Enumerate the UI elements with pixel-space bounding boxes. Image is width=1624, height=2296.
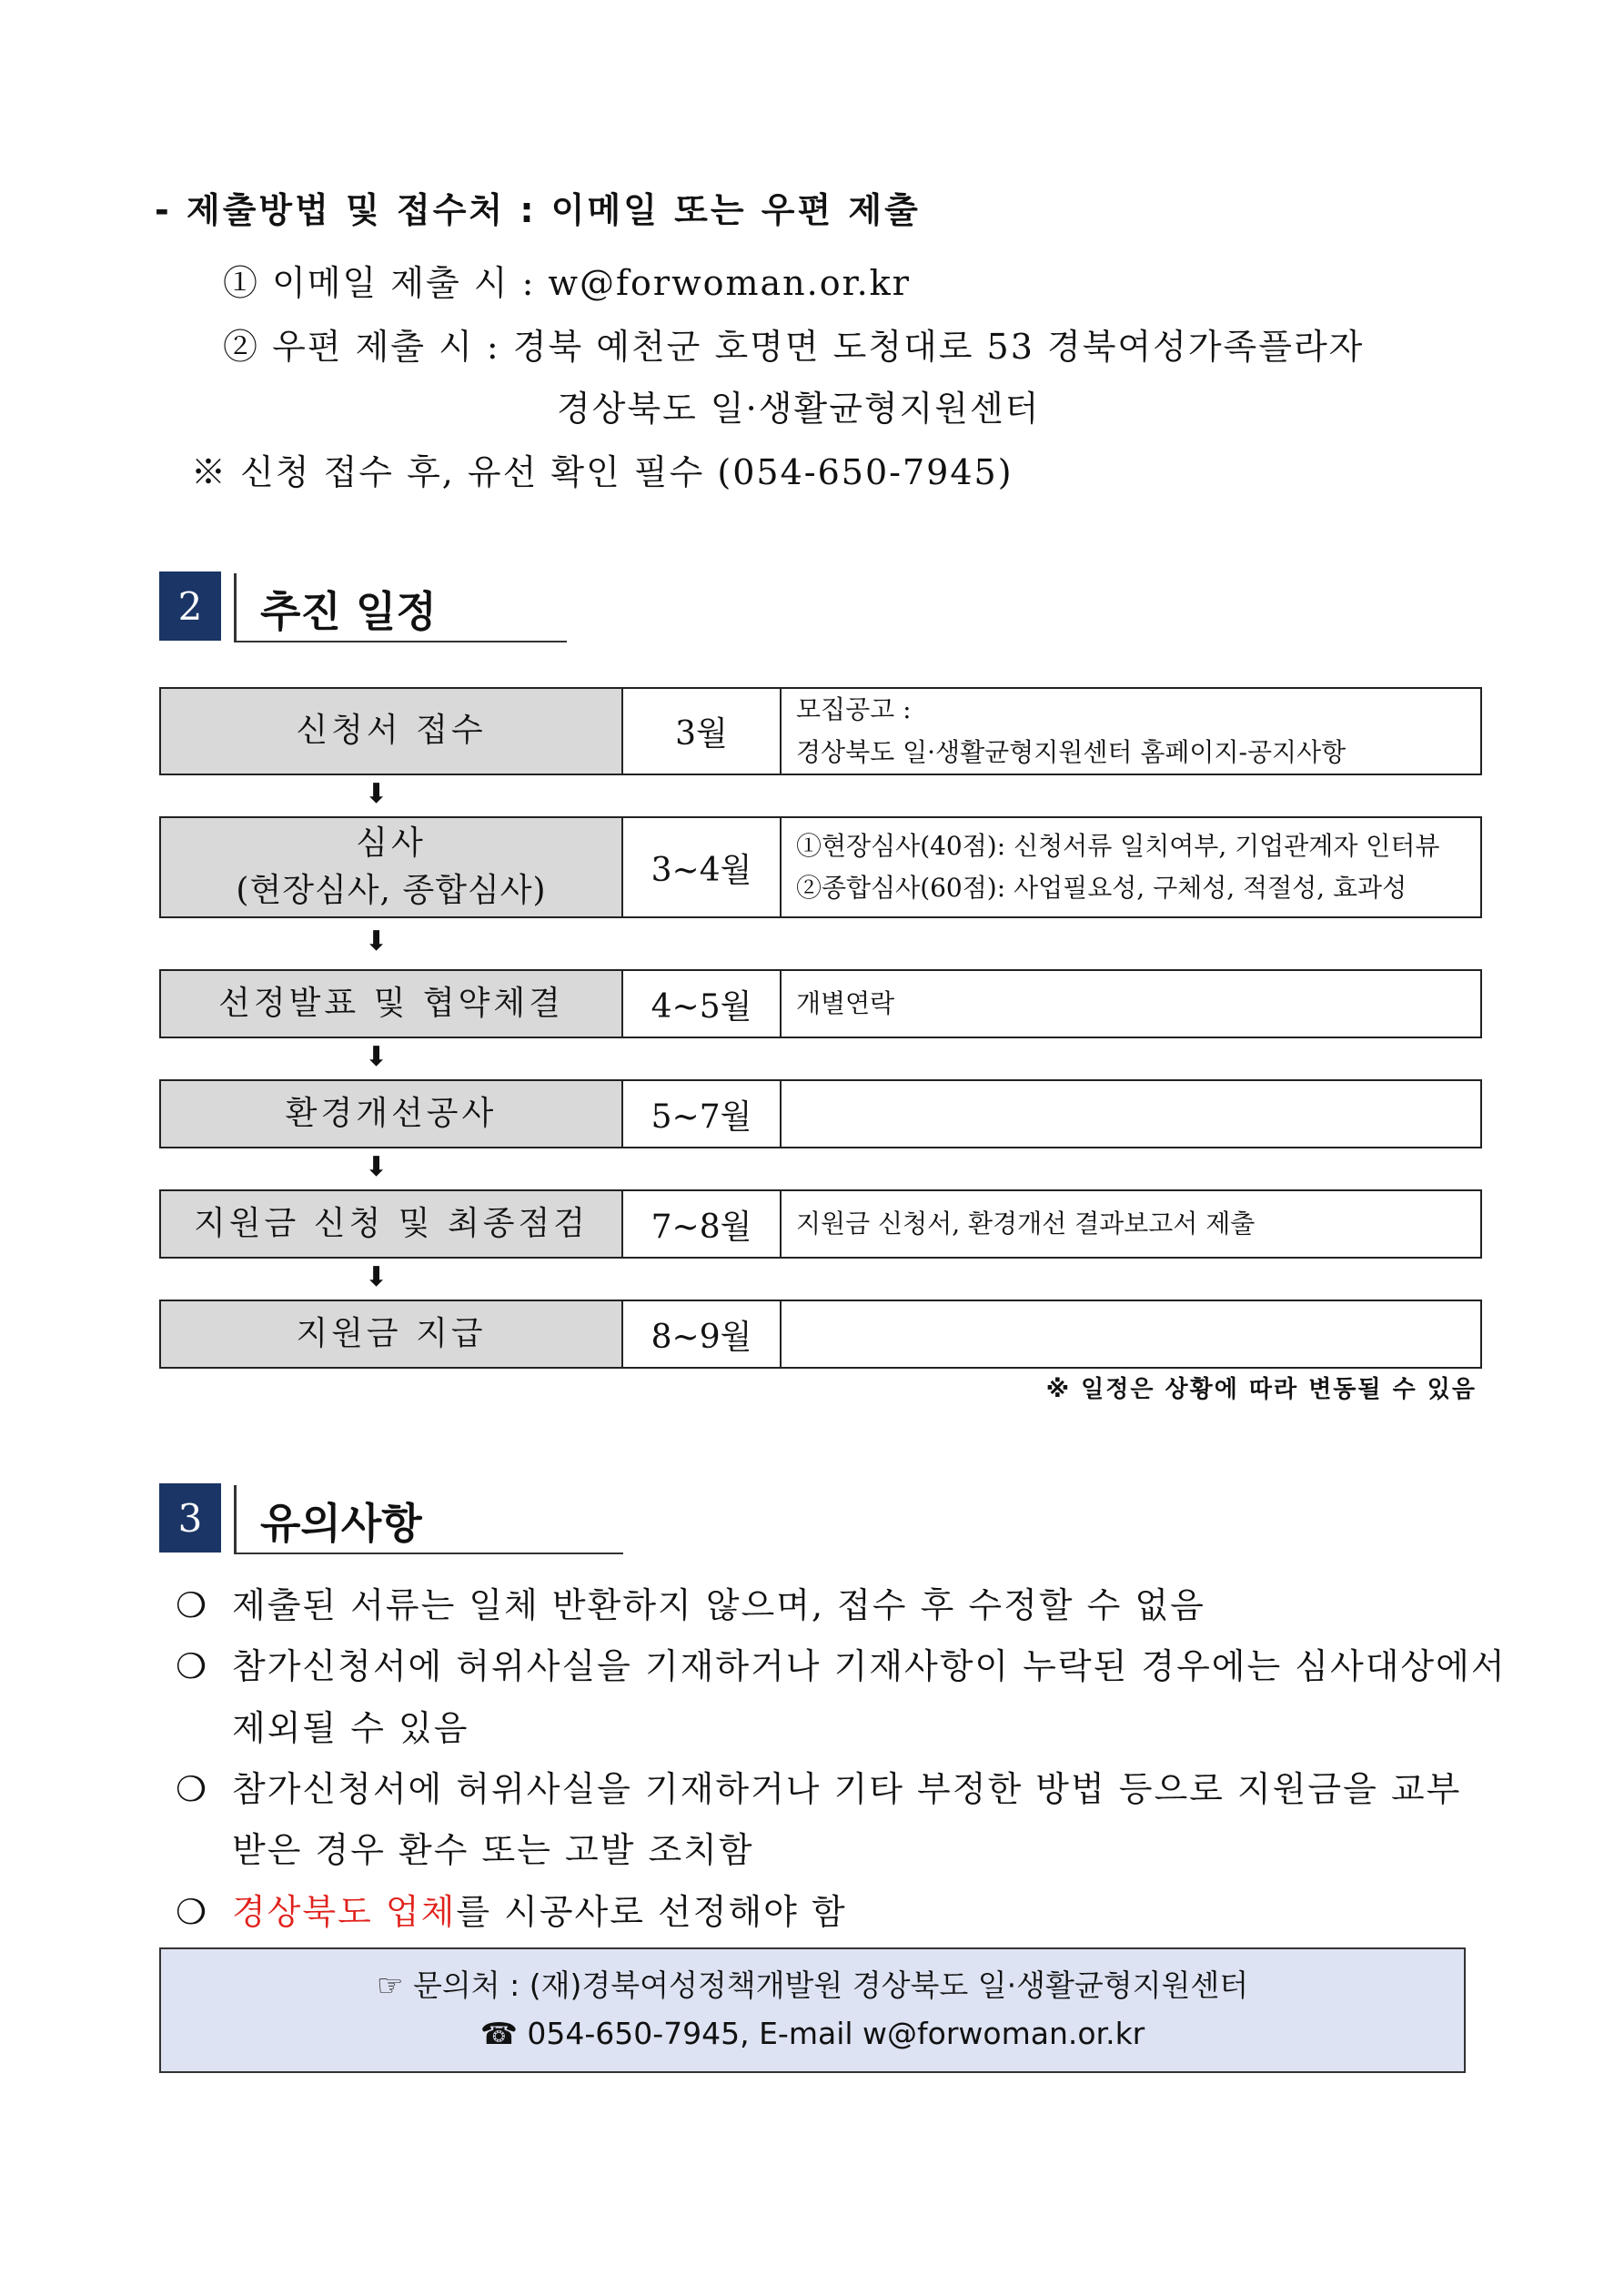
schedule-detail-line: ②종합심사(60점): 사업필요성, 구체성, 적절성, 효과성 [796,873,1407,903]
schedule-detail-line: ①현장심사(40점): 신청서류 일치여부, 기업관계자 인터뷰 [796,830,1440,861]
schedule-step-cell [161,971,623,1037]
circle-bullet-icon: ❍ [176,1769,209,1809]
schedule-step-cell [161,818,623,916]
circle-bullet-icon: ❍ [176,1585,209,1625]
schedule-period: 5~7월 [623,1081,782,1147]
caution-text: 참가신청서에 허위사실을 기재하거나 기재사항이 누락된 경우에는 심사대상에서 [232,1646,1507,1686]
schedule-details [782,818,1480,916]
schedule-step: 심사 [356,824,427,862]
schedule-period: 4~5월 [623,971,782,1037]
arrow-down-icon: ⬇ [365,1151,388,1183]
schedule-step-cell [161,1191,623,1257]
circle-bullet-icon: ❍ [176,1892,209,1932]
contact-box [159,1947,1466,2073]
schedule-row [159,969,1482,1038]
arrow-down-icon: ⬇ [365,1261,388,1293]
post-submission-line: ② 우편 제출 시 : 경북 예천군 호명면 도청대로 53 경북여성가족플라자 [223,327,1365,367]
caution-item [176,1884,847,1934]
caution-item [176,1638,1507,1688]
schedule-step-cell [161,1301,623,1367]
email-submission-line: ① 이메일 제출 시 : w@forwoman.or.kr [223,263,911,303]
submission-heading: - 제출방법 및 접수처 : 이메일 또는 우편 제출 [155,190,921,230]
arrow-down-icon: ⬇ [365,778,388,810]
schedule-step: 선정발표 및 협약체결 [218,984,564,1022]
arrow-down-icon: ⬇ [365,1041,388,1073]
caution-text: 를 시공사로 선정해야 함 [456,1892,847,1932]
caution-text: 제출된 서류는 일체 반환하지 않으며, 접수 후 수정할 수 없음 [232,1585,1205,1625]
schedule-row [159,1079,1482,1148]
section-2-underline [234,641,567,642]
schedule-step: 환경개선공사 [285,1094,498,1132]
caution-item [176,1577,1205,1627]
schedule-note: ※ 일정은 상황에 따라 변동될 수 있음 [1045,1376,1477,1403]
caution-text-cont: 제외될 수 있음 [232,1708,469,1748]
caution-text-cont: 받은 경우 환수 또는 고발 조치함 [232,1830,754,1870]
phone-confirm-notice: ※ 신청 접수 후, 유선 확인 필수 (054-650-7945) [191,452,1014,492]
section-3-title: 유의사항 [260,1499,422,1548]
schedule-detail-line: 경상북도 일·생활균형지원센터 홈페이지-공지사항 [796,736,1347,767]
caution-text: 참가신청서에 허위사실을 기재하거나 기타 부정한 방법 등으로 지원금을 교부 [232,1769,1462,1809]
contact-phone-email: ☎ 054-650-7945, E-mail w@forwoman.or.kr [479,2016,1145,2051]
circle-bullet-icon: ❍ [176,1646,209,1686]
schedule-row [159,1300,1482,1369]
schedule-details [782,689,1480,774]
schedule-details [782,971,1480,1037]
section-2-title: 추진 일정 [260,587,437,636]
post-submission-line-2: 경상북도 일·생활균형지원센터 [557,389,1041,429]
schedule-step-cell [161,689,623,774]
schedule-row [159,1189,1482,1259]
schedule-step: 신청서 접수 [296,712,487,750]
section-2-divider [234,573,237,641]
section-3-divider [234,1485,237,1553]
caution-item [176,1761,1461,1811]
section-3-underline [234,1553,623,1554]
caution-highlight: 경상북도 업체 [232,1892,457,1932]
schedule-step: 지원금 신청 및 최종점검 [193,1204,590,1242]
schedule-step-sub: (현장심사, 종합심사) [236,872,547,909]
arrow-down-icon: ⬇ [365,925,388,957]
section-3-number: 3 [159,1483,221,1553]
schedule-detail-line: 모집공고 : [796,694,912,725]
schedule-step-cell [161,1081,623,1147]
schedule-period: 7~8월 [623,1191,782,1257]
schedule-details [782,1191,1480,1257]
schedule-period: 3월 [623,689,782,774]
schedule-details [782,1301,1480,1367]
schedule-row [159,687,1482,775]
schedule-row [159,816,1482,918]
schedule-detail-line: 지원금 신청서, 환경개선 결과보고서 제출 [796,1208,1256,1239]
schedule-step: 지원금 지급 [296,1314,487,1352]
schedule-detail-line: 개별연락 [796,987,895,1018]
contact-line: ☞ 문의처 : (재)경북여성정책개발원 경상북도 일·생활균형지원센터 [376,1967,1249,2004]
section-2-number: 2 [159,571,221,641]
schedule-period: 8~9월 [623,1301,782,1367]
schedule-details [782,1081,1480,1147]
schedule-period: 3~4월 [623,818,782,916]
